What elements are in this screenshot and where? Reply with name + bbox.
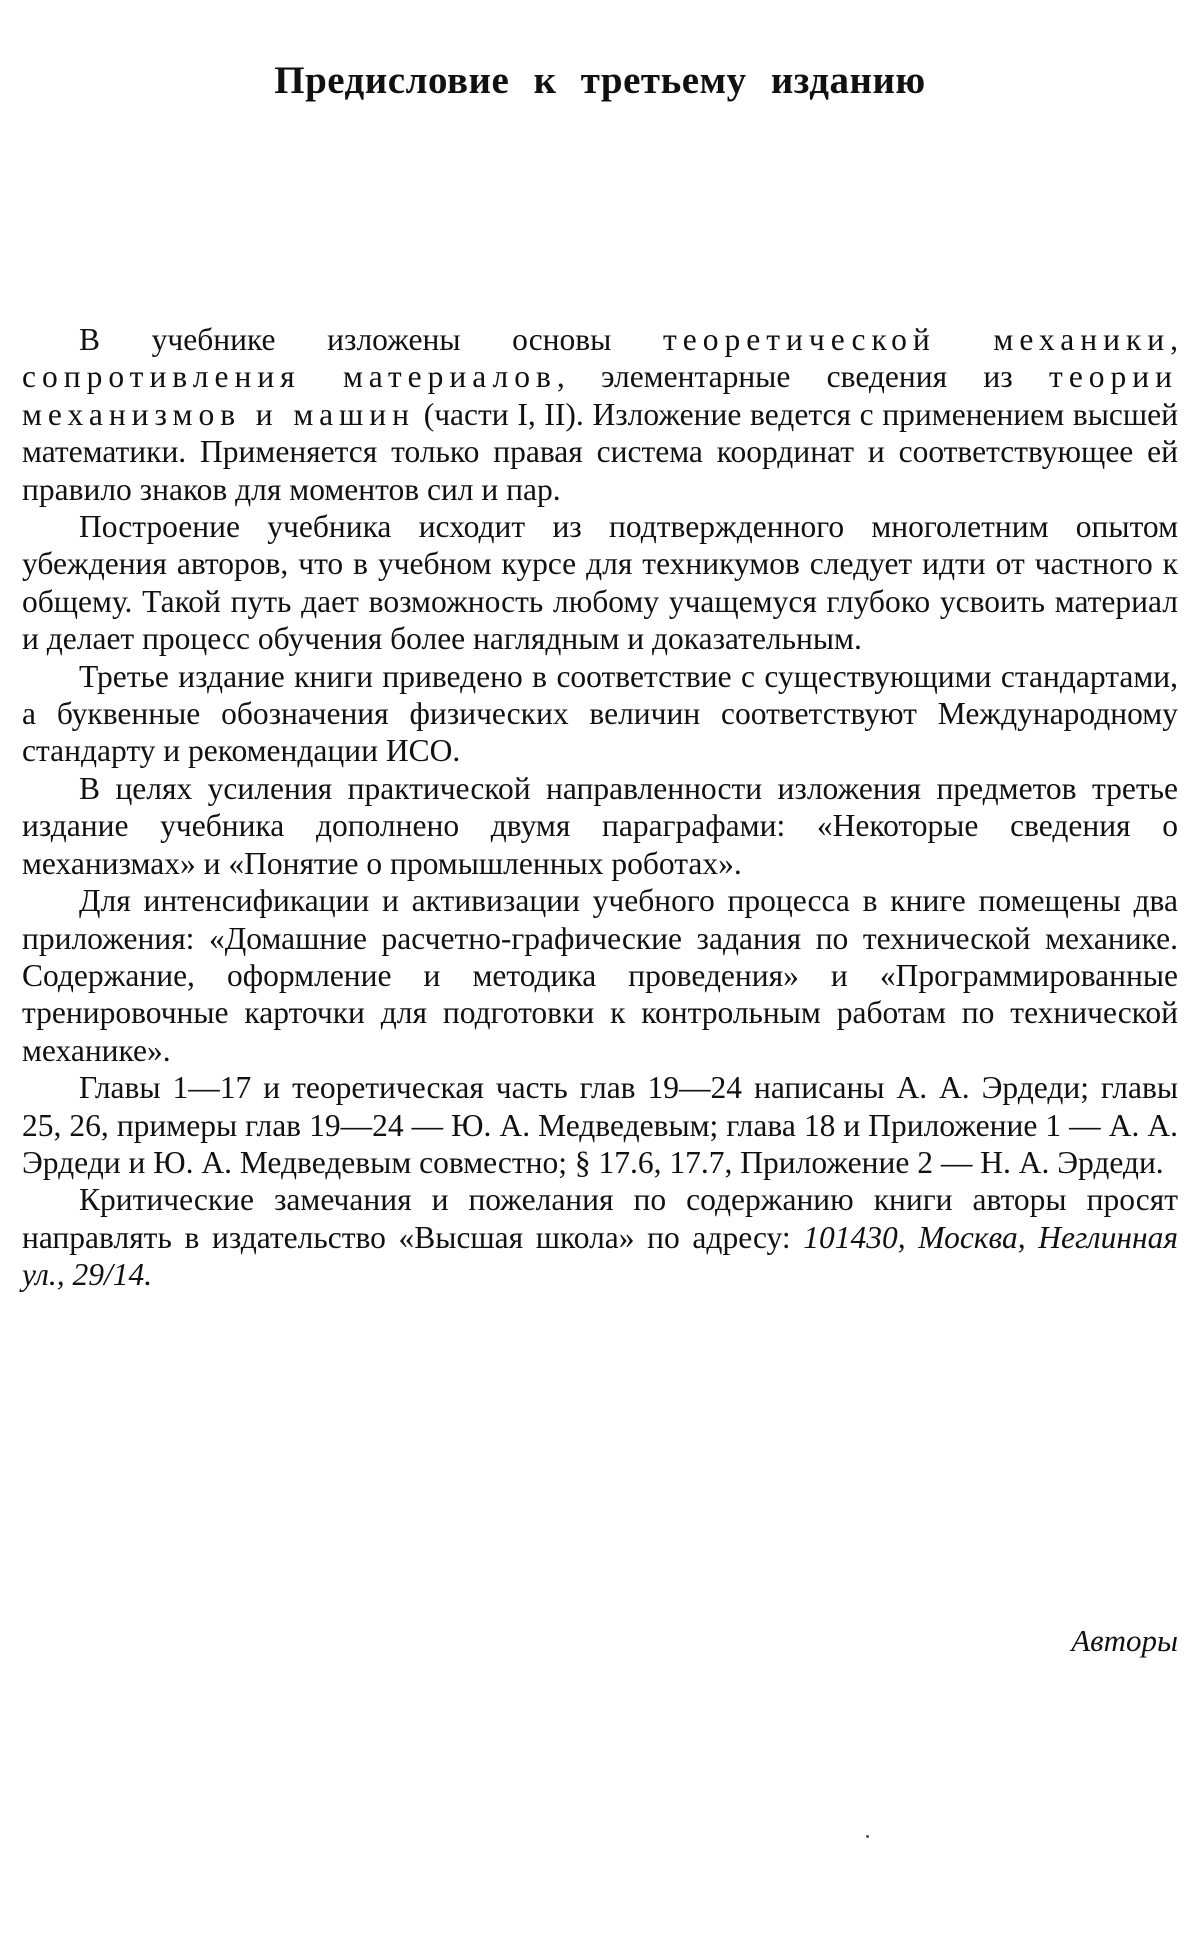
page-title: Предисловие к третьему изданию bbox=[274, 59, 926, 102]
paragraph-7-text: Критические замечания и пожелания по содержанию книги авторы просят направлять в издательство «Высшая школа» по адресу: bbox=[22, 1182, 1178, 1255]
paragraph-7 bbox=[22, 1181, 1178, 1293]
paragraph-4: В целях усиления практической направленности изложения предметов третье издание учебника дополнено двумя параграфами: «Некоторые сведения о механизмах» и «Понятие о промышленных роботах». bbox=[22, 770, 1178, 881]
term-theoretical-mechanics: теоретической механики bbox=[663, 322, 1171, 357]
scan-speck bbox=[866, 1835, 869, 1838]
paragraph-6: Главы 1—17 и теоретическая часть глав 19—24 написаны А. А. Эрдеди; главы 25, 26, примеры глав 19—24 — Ю. А. Медведевым; глава 18 и Приложение 1 — А. А. Эрдеди и Ю. А. Медведевым совместно; § 17.6, 17.7, Приложение 2 — Н. А. Эрдеди. bbox=[22, 1070, 1178, 1180]
paragraph-1-mid: , элементарные сведения из bbox=[556, 359, 1050, 395]
paragraph-1-intro: В учебнике изложены основы bbox=[79, 322, 663, 357]
publisher-address: 101430, Москва, Неглинная ул., 29/14. bbox=[22, 1219, 1179, 1293]
paragraph-1-end: (части I, II). Изложение ведется с применением высшей математики. Применяется только правая система координат и соответствующее ей правило знаков для моментов сил и пар. bbox=[22, 396, 1178, 507]
preface-body bbox=[22, 321, 1178, 1294]
paragraph-5: Для интенсификации и активизации учебного процесса в книге помещены два приложения: «Домашние расчетно-графические задания по технической механике. Содержание, оформление и методика проведения» и «Программированные тренировочные карточки для подготовки к контрольным работам по технической механике». bbox=[22, 883, 1178, 1068]
paragraph-1-sep: , bbox=[1170, 322, 1178, 357]
term-strength-of-materials: сопротивления материалов bbox=[22, 359, 557, 395]
term-theory-of-mechanisms: теории механизмов и машин bbox=[22, 359, 1179, 432]
paragraph-1 bbox=[22, 321, 1178, 508]
signature: Авторы bbox=[1071, 1623, 1178, 1658]
paragraph-2: Построение учебника исходит из подтвержденного многолетним опытом убеждения авторов, что в учебном курсе для техникумов следует идти от частного к общему. Такой путь дает возможность любому учащемуся глубоко усвоить материал и делает процесс обучения более наглядным и доказательным. bbox=[22, 509, 1178, 657]
paragraph-3: Третье издание книги приведено в соответствие с существующими стандартами, а буквенные обозначения физических величин соответствуют Международному стандарту и рекомендации ИСО. bbox=[22, 658, 1178, 769]
